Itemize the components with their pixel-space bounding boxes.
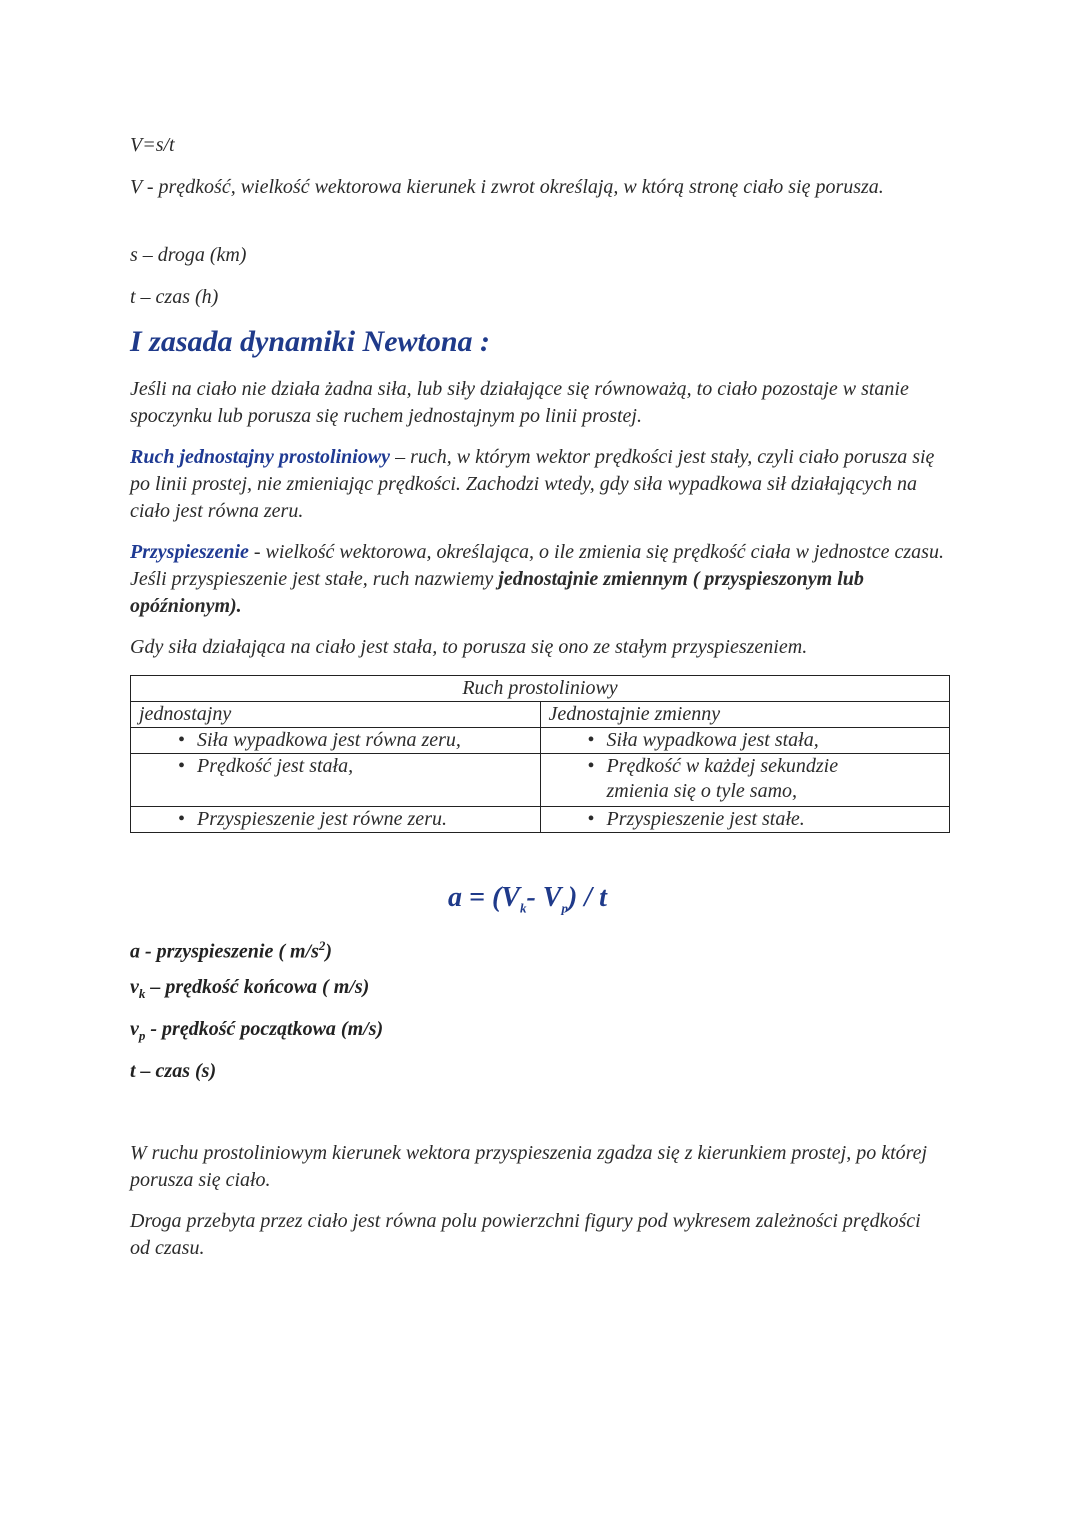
var-final-velocity: $v_k$ – prędkość końcowa ( m/s) — [130, 976, 370, 1001]
acceleration-formula: $a = (V_k-$ $V_p$) / t — [448, 882, 607, 916]
newton-first-law-heading: I zasada dynamiki Newtona : — [130, 325, 491, 358]
col-variable-title: Jednostajnie zmienny — [540, 702, 950, 728]
bullet-icon: • — [587, 755, 595, 777]
table-cell — [540, 807, 950, 833]
acceleration-definition: - wielkość wektorowa, określająca, o ile zmienia się prędkość ciała w jednostce czasu. Jeśli przyspieszenie jest stałe, ruch nazwiemy — [130, 541, 944, 590]
table-cell — [131, 807, 541, 833]
col-uniform-title: jednostajny — [131, 702, 541, 728]
distance-text: Droga przebyta przez ciało jest równa polu powierzchni figury pod wykresem zależności prędkości od czasu. — [130, 1210, 921, 1259]
var-time: t – czas (s) — [130, 1060, 217, 1082]
table-cell — [540, 728, 950, 754]
bullet-icon: • — [177, 808, 185, 830]
var-acceleration: a - przyspieszenie ( $m/s^2$) — [130, 938, 333, 963]
uniform-motion-paragraph — [130, 444, 950, 525]
var-initial-velocity: $v_p$ - prędkość początkowa (m/s) — [130, 1018, 384, 1043]
table-cell — [131, 754, 541, 807]
direction-text: W ruchu prostoliniowym kierunek wektora przyspieszenia zgadza się z kierunkiem prostej, po której porusza się ciało. — [130, 1142, 928, 1191]
uniform-motion-term: Ruch jednostajny prostoliniowy — [130, 446, 391, 468]
table-cell — [540, 754, 950, 807]
table-header: Ruch prostoliniowy — [131, 676, 950, 702]
acceleration-variable-motion: jednostajnie zmiennym ( przyspieszonym lub opóźnionym). — [130, 568, 864, 617]
constant-force-text: Gdy siła działająca na ciało jest stała, to porusza się ono ze stałym przyspieszeniem. — [130, 636, 808, 658]
acceleration-paragraph — [130, 539, 950, 620]
list-item: • Siła wypadkowa jest stała, — [541, 728, 950, 753]
time-definition: t – czas (h) — [130, 286, 219, 308]
bullet-icon: • — [587, 808, 595, 830]
list-item: • Prędkość jest stała, — [131, 754, 540, 779]
uniform-motion-definition: – ruch, w którym wektor prędkości jest stały, czyli ciało porusza się po linii prostej, nie zmieniając prędkości. Zachodzi wtedy, gdy siła wypadkowa sił działających na ciało jest równa zeru. — [130, 446, 935, 522]
acceleration-term: Przyspieszenie — [130, 541, 249, 563]
bullet-icon: • — [177, 755, 185, 777]
newton-first-law-text: Jeśli na ciało nie działa żadna siła, lub siły działające się równoważą, to ciało pozostaje w stanie spoczynku lub porusza się ruchem jednostajnym po linii prostej. — [130, 378, 909, 427]
list-item: • Prędkość w każdej sekundzie zmienia się o tyle samo, — [541, 754, 950, 804]
list-item: • Przyspieszenie jest stałe. — [541, 807, 950, 832]
list-item: • Przyspieszenie jest równe zeru. — [131, 807, 540, 832]
velocity-definition: V - prędkość, wielkość wektorowa kierunek i zwrot określają, w którą stronę ciało się porusza. — [130, 176, 884, 198]
velocity-formula: V=s/t — [130, 134, 175, 156]
bullet-icon: • — [177, 729, 185, 751]
distance-definition: s – droga (km) — [130, 244, 247, 266]
list-item: • Siła wypadkowa jest równa zeru, — [131, 728, 540, 753]
bullet-icon: • — [587, 729, 595, 751]
table-cell — [131, 728, 541, 754]
motion-comparison-table — [130, 675, 950, 833]
